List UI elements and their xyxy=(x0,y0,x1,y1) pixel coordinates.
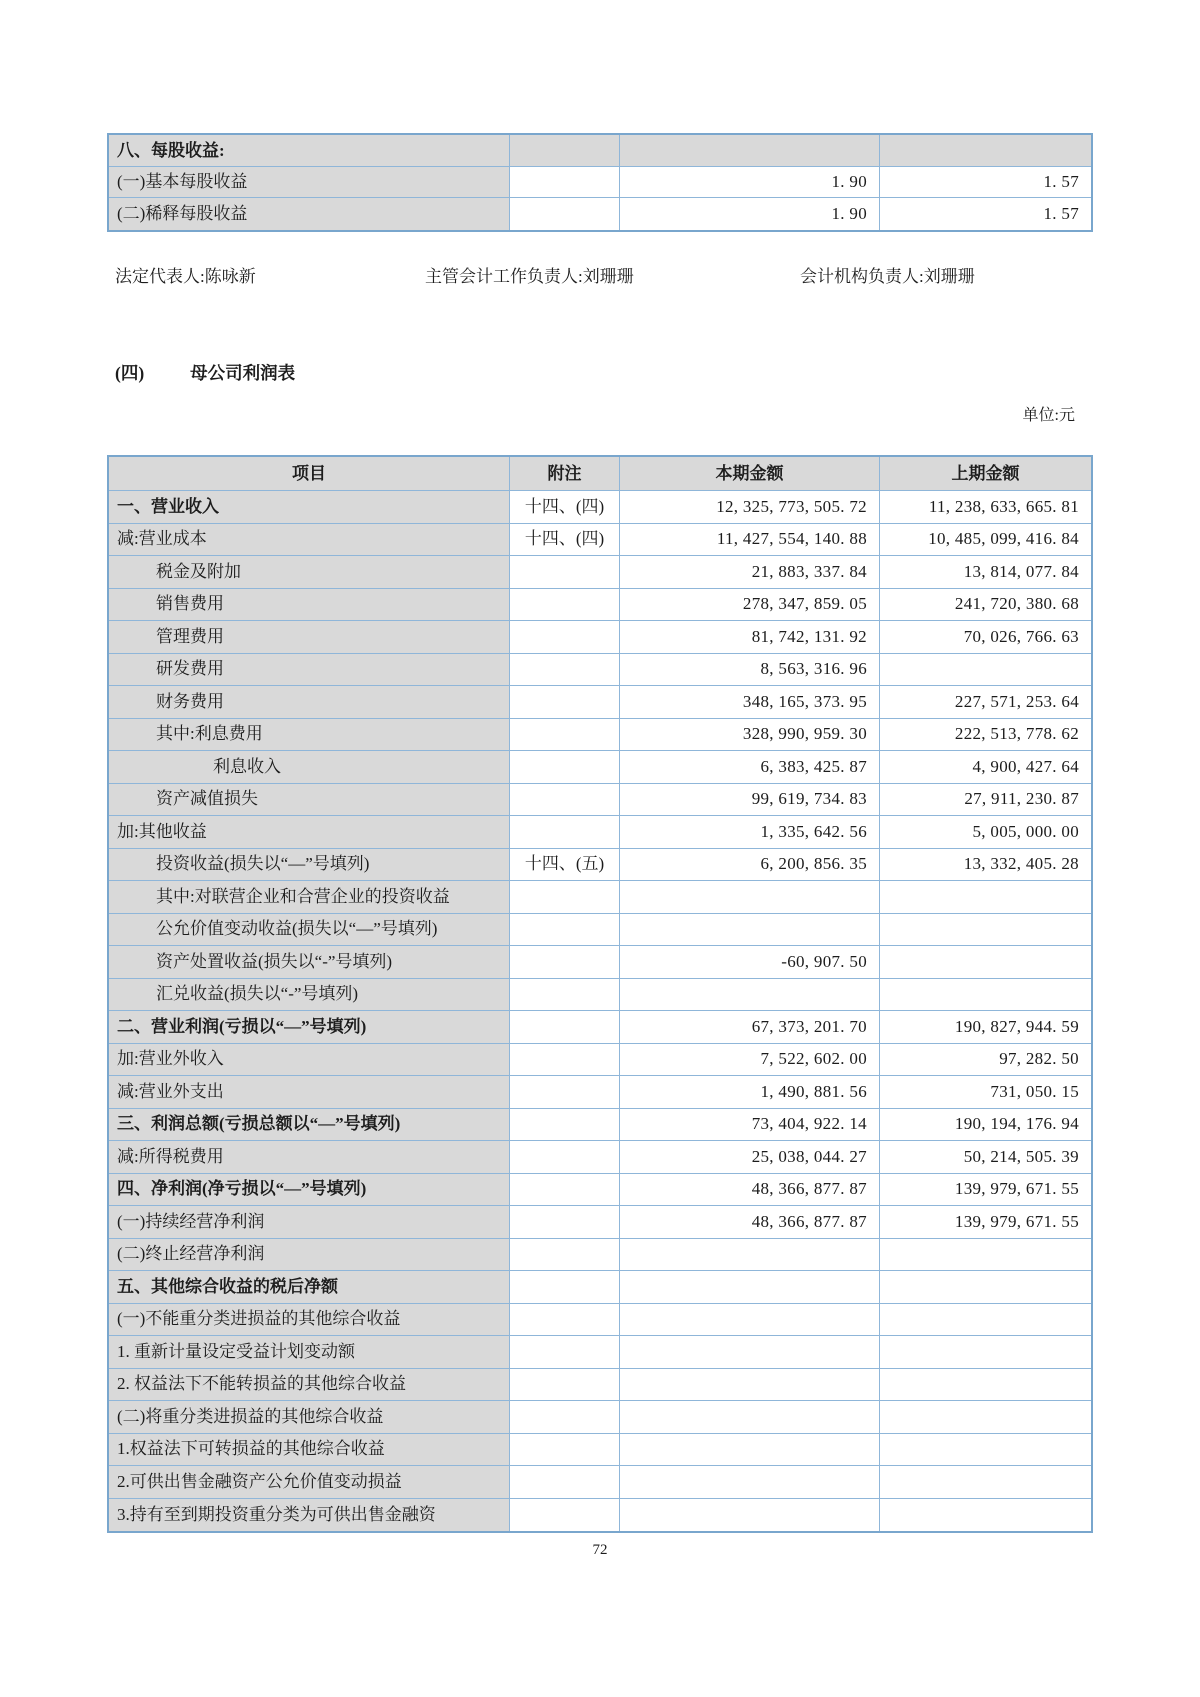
row-note-ref xyxy=(510,1401,620,1434)
row-item-label: 减:营业外支出 xyxy=(109,1076,510,1109)
row-current-amount: 81, 742, 131. 92 xyxy=(620,621,880,654)
eps-table xyxy=(107,133,1093,232)
table-row xyxy=(109,784,1091,817)
table-row xyxy=(109,491,1091,524)
row-note-ref xyxy=(510,1499,620,1532)
row-prior-amount: 13, 332, 405. 28 xyxy=(880,849,1091,882)
row-current-amount xyxy=(620,1401,880,1434)
row-prior-amount xyxy=(880,1466,1091,1499)
row-current-amount xyxy=(620,1271,880,1304)
income-statement-table xyxy=(107,455,1093,1533)
row-current-amount: 1. 90 xyxy=(620,167,880,199)
table-row xyxy=(109,1271,1091,1304)
row-current-amount: 6, 200, 856. 35 xyxy=(620,849,880,882)
row-prior-amount: 1. 57 xyxy=(1043,204,1079,224)
row-note-ref xyxy=(510,1271,620,1304)
row-current-amount: -60, 907. 50 xyxy=(620,946,880,979)
table-row xyxy=(109,1401,1091,1434)
row-note-ref xyxy=(510,621,620,654)
row-current-amount xyxy=(620,1369,880,1402)
table-row xyxy=(109,524,1091,557)
row-current-amount: 73, 404, 922. 14 xyxy=(620,1109,880,1142)
row-item-label: 税金及附加 xyxy=(109,556,510,589)
row-note-ref xyxy=(510,1174,620,1207)
row-item-label: 加:营业外收入 xyxy=(109,1044,510,1077)
row-note-ref xyxy=(510,1141,620,1174)
row-current-amount: 1, 490, 881. 56 xyxy=(620,1076,880,1109)
row-item-label: 1. 重新计量设定受益计划变动额 xyxy=(109,1336,510,1369)
row-current-amount xyxy=(620,1499,880,1532)
row-current-amount xyxy=(620,979,880,1012)
row-item-label: 2. 权益法下不能转损益的其他综合收益 xyxy=(109,1369,510,1402)
row-item-label: 1.权益法下可转损益的其他综合收益 xyxy=(109,1434,510,1467)
row-note-ref xyxy=(510,198,620,230)
row-prior-amount: 139, 979, 671. 55 xyxy=(880,1174,1091,1207)
row-prior-amount: 222, 513, 778. 62 xyxy=(880,719,1091,752)
table-row xyxy=(109,881,1091,914)
row-current-amount: 328, 990, 959. 30 xyxy=(620,719,880,752)
row-note-ref xyxy=(510,1369,620,1402)
column-header: 附注 xyxy=(510,457,620,491)
signature-line xyxy=(0,262,1200,286)
row-item-label: 资产处置收益(损失以“-”号填列) xyxy=(109,946,510,979)
row-item-label: (二)稀释每股收益 xyxy=(109,198,510,230)
row-prior-amount: 190, 194, 176. 94 xyxy=(880,1109,1091,1142)
row-note-ref xyxy=(510,1466,620,1499)
row-current-amount: 1. 90 xyxy=(620,198,880,230)
row-item-label: (一)持续经营净利润 xyxy=(109,1206,510,1239)
row-note-ref xyxy=(510,751,620,784)
table-row xyxy=(109,914,1091,947)
row-item-label: 2.可供出售金融资产公允价值变动损益 xyxy=(109,1466,510,1499)
row-item-label: 加:其他收益 xyxy=(109,816,510,849)
row-note-ref xyxy=(510,1011,620,1044)
row-item-label: 三、利润总额(亏损总额以“—”号填列) xyxy=(109,1109,510,1142)
row-note-ref xyxy=(510,1109,620,1142)
row-prior-amount xyxy=(880,1336,1091,1369)
row-current-amount xyxy=(620,1336,880,1369)
row-current-amount xyxy=(620,1304,880,1337)
eps-header-empty xyxy=(620,135,880,167)
row-prior-amount xyxy=(880,1304,1091,1337)
row-prior-amount: 50, 214, 505. 39 xyxy=(880,1141,1091,1174)
chief-accountant-text: 主管会计工作负责人:刘珊珊 xyxy=(425,267,634,286)
table-row xyxy=(109,1141,1091,1174)
row-prior-amount: 1. 57 xyxy=(880,167,1091,199)
row-prior-amount: 13, 814, 077. 84 xyxy=(880,556,1091,589)
row-prior-amount xyxy=(880,914,1091,947)
table-row xyxy=(109,946,1091,979)
unit-label: 单位:元 xyxy=(1022,407,1075,424)
legal-representative-text: 法定代表人:陈咏新 xyxy=(115,267,256,286)
row-note-ref: 十四、(五) xyxy=(510,849,620,882)
row-item-label: 利息收入 xyxy=(109,751,510,784)
row-prior-amount xyxy=(880,881,1091,914)
row-current-amount xyxy=(620,914,880,947)
eps-header-empty xyxy=(880,135,1091,167)
table-row xyxy=(109,1369,1091,1402)
row-note-ref xyxy=(510,654,620,687)
table-row xyxy=(109,751,1091,784)
row-item-label: 二、营业利润(亏损以“—”号填列) xyxy=(109,1011,510,1044)
row-current-amount: 7, 522, 602. 00 xyxy=(620,1044,880,1077)
row-current-amount: 8, 563, 316. 96 xyxy=(620,654,880,687)
row-note-ref xyxy=(510,1304,620,1337)
table-row xyxy=(109,816,1091,849)
table-row xyxy=(109,1044,1091,1077)
row-prior-amount: 27, 911, 230. 87 xyxy=(880,784,1091,817)
row-item-label: 汇兑收益(损失以“-”号填列) xyxy=(109,979,510,1012)
row-prior-amount: 139, 979, 671. 55 xyxy=(880,1206,1091,1239)
row-note-ref xyxy=(510,1434,620,1467)
row-current-amount xyxy=(620,881,880,914)
table-row xyxy=(109,1076,1091,1109)
table-row xyxy=(109,979,1091,1012)
row-note-ref xyxy=(510,881,620,914)
row-note-ref: 十四、(四) xyxy=(510,524,620,557)
row-item-label: 投资收益(损失以“—”号填列) xyxy=(109,849,510,882)
eps-header-row xyxy=(109,135,1091,167)
row-note-ref xyxy=(510,556,620,589)
row-item-label: 其中:对联营企业和合营企业的投资收益 xyxy=(109,881,510,914)
table-row xyxy=(109,1174,1091,1207)
table-row xyxy=(109,1336,1091,1369)
row-item-label: 其中:利息费用 xyxy=(109,719,510,752)
row-item-label: 减:营业成本 xyxy=(109,524,510,557)
eps-title: 八、每股收益: xyxy=(109,135,510,167)
row-current-amount xyxy=(620,1434,880,1467)
table-row xyxy=(109,556,1091,589)
row-prior-amount: 70, 026, 766. 63 xyxy=(880,621,1091,654)
row-item-label: 公允价值变动收益(损失以“—”号填列) xyxy=(109,914,510,947)
row-item-label: 资产减值损失 xyxy=(109,784,510,817)
row-item-label: 研发费用 xyxy=(109,654,510,687)
section-heading xyxy=(115,360,295,385)
row-prior-amount: 10, 485, 099, 416. 84 xyxy=(880,524,1091,557)
row-current-amount xyxy=(620,1239,880,1272)
table-row xyxy=(109,1011,1091,1044)
row-prior-amount: 190, 827, 944. 59 xyxy=(880,1011,1091,1044)
table-row xyxy=(109,167,1091,199)
row-item-label: 3.持有至到期投资重分类为可供出售金融资 xyxy=(109,1499,510,1532)
row-prior-amount: 241, 720, 380. 68 xyxy=(880,589,1091,622)
row-prior-amount xyxy=(880,979,1091,1012)
row-prior-amount: 5, 005, 000. 00 xyxy=(880,816,1091,849)
row-item-label: 四、净利润(净亏损以“—”号填列) xyxy=(109,1174,510,1207)
page-number: 72 xyxy=(592,1542,608,1558)
row-current-amount: 48, 366, 877. 87 xyxy=(620,1206,880,1239)
row-item-label: (一)不能重分类进损益的其他综合收益 xyxy=(109,1304,510,1337)
row-note-ref xyxy=(510,1076,620,1109)
row-item-label: 财务费用 xyxy=(109,686,510,719)
row-prior-amount: 97, 282. 50 xyxy=(880,1044,1091,1077)
column-header: 本期金额 xyxy=(620,457,880,491)
row-prior-amount: 4, 900, 427. 64 xyxy=(880,751,1091,784)
table-row xyxy=(109,1239,1091,1272)
row-item-label: 减:所得税费用 xyxy=(109,1141,510,1174)
row-note-ref xyxy=(510,1239,620,1272)
table-row xyxy=(109,719,1091,752)
income-table-header-row xyxy=(109,457,1091,491)
row-note-ref xyxy=(510,589,620,622)
row-note-ref xyxy=(510,784,620,817)
row-prior-amount: 227, 571, 253. 64 xyxy=(880,686,1091,719)
row-current-amount: 6, 383, 425. 87 xyxy=(620,751,880,784)
row-note-ref xyxy=(510,979,620,1012)
row-current-amount: 278, 347, 859. 05 xyxy=(620,589,880,622)
row-item-label: 销售费用 xyxy=(109,589,510,622)
row-current-amount: 12, 325, 773, 505. 72 xyxy=(620,491,880,524)
row-prior-amount xyxy=(880,1434,1091,1467)
row-item-label: 五、其他综合收益的税后净额 xyxy=(109,1271,510,1304)
table-row xyxy=(109,1466,1091,1499)
row-prior-amount: 11, 238, 633, 665. 81 xyxy=(880,491,1091,524)
row-prior-amount xyxy=(880,1401,1091,1434)
table-row xyxy=(109,1499,1091,1532)
row-note-ref xyxy=(510,914,620,947)
table-row xyxy=(109,1206,1091,1239)
row-item-label: 一、营业收入 xyxy=(109,491,510,524)
row-note-ref xyxy=(510,1336,620,1369)
table-row xyxy=(109,621,1091,654)
row-note-ref xyxy=(510,1206,620,1239)
row-current-amount: 1, 335, 642. 56 xyxy=(620,816,880,849)
table-row xyxy=(109,589,1091,622)
row-prior-amount xyxy=(880,946,1091,979)
row-current-amount: 25, 038, 044. 27 xyxy=(620,1141,880,1174)
row-item-label: (二)将重分类进损益的其他综合收益 xyxy=(109,1401,510,1434)
row-prior-amount xyxy=(880,1499,1091,1532)
table-row xyxy=(109,198,1091,230)
row-current-amount: 21, 883, 337. 84 xyxy=(620,556,880,589)
row-item-label: (一)基本每股收益 xyxy=(109,167,510,199)
table-row xyxy=(109,686,1091,719)
row-current-amount: 348, 165, 373. 95 xyxy=(620,686,880,719)
row-note-ref xyxy=(510,719,620,752)
table-row xyxy=(109,849,1091,882)
table-row xyxy=(109,1304,1091,1337)
row-note-ref xyxy=(510,1044,620,1077)
row-prior-amount xyxy=(880,1271,1091,1304)
row-item-label: (二)终止经营净利润 xyxy=(109,1239,510,1272)
row-note-ref xyxy=(510,816,620,849)
row-prior-amount xyxy=(880,1239,1091,1272)
row-item-label: 管理费用 xyxy=(109,621,510,654)
table-row xyxy=(109,1109,1091,1142)
column-header: 上期金额 xyxy=(880,457,1091,491)
table-row xyxy=(109,1434,1091,1467)
row-prior-amount: 731, 050. 15 xyxy=(880,1076,1091,1109)
row-prior-amount xyxy=(880,654,1091,687)
section-index: (四) xyxy=(115,363,145,383)
row-current-amount: 67, 373, 201. 70 xyxy=(620,1011,880,1044)
row-note-ref xyxy=(510,686,620,719)
row-note-ref: 十四、(四) xyxy=(510,491,620,524)
row-current-amount: 48, 366, 877. 87 xyxy=(620,1174,880,1207)
eps-header-empty xyxy=(510,135,620,167)
row-prior-amount xyxy=(880,1369,1091,1402)
table-row xyxy=(109,654,1091,687)
row-current-amount: 99, 619, 734. 83 xyxy=(620,784,880,817)
accounting-department-head-text: 会计机构负责人:刘珊珊 xyxy=(800,267,975,286)
section-title: 母公司利润表 xyxy=(190,363,296,383)
row-current-amount: 11, 427, 554, 140. 88 xyxy=(620,524,880,557)
row-current-amount xyxy=(620,1466,880,1499)
row-note-ref xyxy=(510,167,620,199)
column-header: 项目 xyxy=(109,457,510,491)
row-note-ref xyxy=(510,946,620,979)
